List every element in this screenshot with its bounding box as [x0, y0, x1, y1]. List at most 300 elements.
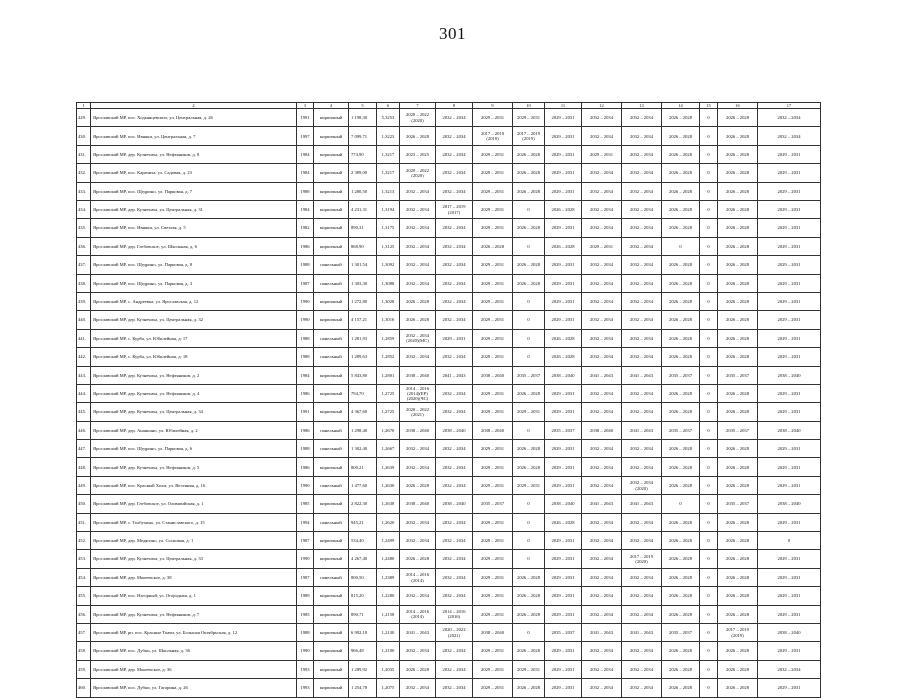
table-cell: Ярославский МР, дер. Ананьино, ул. Юбилейная, д. 2 — [91, 421, 297, 439]
table-cell: 2038 – 2040 — [473, 624, 513, 642]
table-cell: 534,40 — [349, 532, 377, 550]
table-cell: 2032 – 2034 — [622, 440, 662, 458]
table-cell: 2029 – 2031 — [758, 256, 821, 274]
table-cell: кирпичный — [314, 605, 349, 623]
table-row — [77, 109, 821, 127]
table-cell: 2026 – 2028 — [400, 660, 436, 678]
table-cell: 452. — [77, 532, 91, 550]
table-cell: 2038 – 2040 — [400, 366, 436, 384]
table-cell: 1986 — [297, 458, 314, 476]
table-body — [77, 109, 821, 698]
table-cell: 2032 – 2034 — [436, 660, 473, 678]
table-cell: 2032 – 2034 — [436, 384, 473, 402]
table-cell: 2026 – 2028 — [718, 311, 758, 329]
table-cell: 2029 – 2031 — [473, 550, 513, 568]
table-cell: 2029 – 2031 — [473, 679, 513, 697]
table-cell: 2026 – 2028 — [513, 679, 545, 697]
table-cell: 2032 – 2034 — [436, 109, 473, 127]
table-cell: 1,2620 — [377, 513, 400, 531]
table-row — [77, 348, 821, 366]
column-header-8: 8 — [436, 103, 473, 109]
table-cell: 1,2725 — [377, 384, 400, 402]
table-cell: 2026 – 2028 — [662, 109, 700, 127]
table-cell: 444. — [77, 384, 91, 402]
table-cell: Ярославский МР, пос. Дубки, ул. Школьная, д. 36 — [91, 642, 297, 660]
table-cell: 0 — [700, 495, 718, 513]
table-cell: 1989 — [297, 587, 314, 605]
table-cell: 2032 – 2034 — [400, 440, 436, 458]
table-cell: 2029 – 2031 — [758, 219, 821, 237]
table-cell: 2029 – 2031 — [758, 311, 821, 329]
table-cell: 1,2852 — [377, 348, 400, 366]
table-cell: 459. — [77, 660, 91, 678]
table-cell: 800,21 — [349, 458, 377, 476]
column-header-13: 13 — [622, 103, 662, 109]
table-cell: 2029 – 2031 — [473, 384, 513, 402]
table-cell: 4 231,31 — [349, 201, 377, 219]
table-cell: 435. — [77, 219, 91, 237]
table-cell: кирпичный — [314, 587, 349, 605]
table-cell: 2029 – 2031 — [545, 476, 582, 494]
table-cell: 0 — [700, 642, 718, 660]
table-cell: 0 — [700, 384, 718, 402]
table-cell: 2032 – 2034 — [436, 145, 473, 163]
table-cell: 2032 – 2034 — [622, 513, 662, 531]
table-cell: 2032 – 2034 — [622, 256, 662, 274]
table-cell: 2029 – 2031 — [545, 274, 582, 292]
table-cell: 0 — [700, 421, 718, 439]
page-number: 301 — [439, 24, 466, 43]
table-cell: 0 — [700, 256, 718, 274]
table-cell: 2032 – 2034 — [582, 274, 622, 292]
table-cell: 2029 – 2031 — [473, 256, 513, 274]
table-cell: кирпичный — [314, 219, 349, 237]
table-cell: 2029 – 2031 — [473, 403, 513, 421]
table-cell: 0 — [700, 145, 718, 163]
table-cell: 2026 – 2028 — [400, 476, 436, 494]
table-cell: 2032 – 2034 — [622, 164, 662, 182]
table-cell: 2026 – 2028 — [718, 458, 758, 476]
table-cell: 0 — [700, 476, 718, 494]
table-cell: 1991 — [297, 109, 314, 127]
table-cell: Ярославский МР, дер. Глебовское, ул. Школьная, д. 6 — [91, 237, 297, 255]
table-cell: кирпичный — [314, 532, 349, 550]
column-header-7: 7 — [400, 103, 436, 109]
table-cell: 1,2639 — [377, 458, 400, 476]
table-cell: 2029 – 2031 — [473, 219, 513, 237]
table-cell: 1987 — [297, 568, 314, 586]
table-cell: 2041 – 2043 — [622, 366, 662, 384]
table-cell: 2032 – 2034 — [400, 201, 436, 219]
table-cell: 1988 — [297, 348, 314, 366]
table-cell: 2032 – 2034 — [622, 182, 662, 200]
table-cell: 2032 – 2034 — [622, 403, 662, 421]
table-cell: 1,3175 — [377, 219, 400, 237]
table-cell: 0 — [513, 237, 545, 255]
table-cell: 2026 – 2028 — [662, 164, 700, 182]
table-cell: 2026 – 2028 — [545, 348, 582, 366]
table-cell: панельный — [314, 476, 349, 494]
table-cell: 1997 — [297, 127, 314, 145]
table-cell: 2026 – 2028 — [662, 256, 700, 274]
table-cell: 2 389,00 — [349, 164, 377, 182]
table-cell: 2026 – 2028 — [718, 164, 758, 182]
table-cell: кирпичный — [314, 201, 349, 219]
table-cell: 0 — [700, 329, 718, 347]
table-cell: 432. — [77, 164, 91, 182]
table-cell: 2029 – 2031 — [513, 403, 545, 421]
table-cell: 2032 – 2034 — [582, 348, 622, 366]
table-cell: 2032 – 2034 — [758, 127, 821, 145]
table-cell: 2029 – 2031 — [473, 182, 513, 200]
table-cell: Ярославский МР, дер. Кузнечиха, ул. Нефтяников, д. 7 — [91, 605, 297, 623]
table-cell: 2032 – 2034 — [582, 660, 622, 678]
table-cell: панельный — [314, 440, 349, 458]
table-cell: 0 — [662, 237, 700, 255]
table-cell: 2038 – 2040 — [473, 421, 513, 439]
table-cell: 2026 – 2028 — [662, 219, 700, 237]
table-cell: 2032 – 2034 — [758, 660, 821, 678]
table-cell: 0 — [700, 532, 718, 550]
table-cell: 2032 – 2034 — [436, 403, 473, 421]
table-cell: 1993 — [297, 679, 314, 697]
table-cell: Ярославский МР, пос. Щедрино, ул. Парковая, д. 8 — [91, 256, 297, 274]
table-cell: 2029 – 2031 — [473, 458, 513, 476]
table-cell: 441. — [77, 329, 91, 347]
table-cell: 2032 – 2034 — [622, 642, 662, 660]
table-cell: 2032 – 2034 — [400, 587, 436, 605]
table-cell: 0 — [700, 292, 718, 310]
table-cell: 2035 – 2037 — [662, 421, 700, 439]
table-cell: Ярославский МР, дер. Кузнечиха, ул. Нефтяников, д. 4 — [91, 384, 297, 402]
table-cell: 433. — [77, 182, 91, 200]
table-cell: 449. — [77, 476, 91, 494]
table-cell: 2029 – 2031 — [758, 274, 821, 292]
table-cell: 0 — [700, 679, 718, 697]
table-cell: 1988 — [297, 440, 314, 458]
table-cell: 458. — [77, 642, 91, 660]
table-cell: 2035 – 2037 — [662, 366, 700, 384]
table-cell: 4 367,60 — [349, 403, 377, 421]
table-cell: кирпичный — [314, 109, 349, 127]
table-cell: Ярославский МР, пос. Красный Холм, ул. Весенняя, д. 16 — [91, 476, 297, 494]
table-cell: Ярославский МР, рп. пос. Красные Ткачи, ул. Большая Октябрьская, д. 12 — [91, 624, 297, 642]
table-cell: 2032 – 2034 — [622, 145, 662, 163]
table-cell: 1 289,92 — [349, 660, 377, 678]
table-cell: 1984 — [297, 201, 314, 219]
table-cell: 2035 – 2037 — [473, 495, 513, 513]
table-cell: 445. — [77, 403, 91, 421]
table-row — [77, 513, 821, 531]
table-cell: 2026 – 2028 — [513, 256, 545, 274]
table-cell: 2032 – 2034 — [622, 660, 662, 678]
table-cell: 2032 – 2034 — [758, 109, 821, 127]
table-cell: 4 267,40 — [349, 550, 377, 568]
table-cell: 1985 — [297, 495, 314, 513]
table-cell: 2029 – 2031 — [582, 237, 622, 255]
table-cell: 2026 – 2028 — [718, 476, 758, 494]
table-cell: 434. — [77, 201, 91, 219]
table-cell: 2026 – 2028 — [718, 348, 758, 366]
table-cell: 437. — [77, 256, 91, 274]
table-cell: 2032 – 2034 — [582, 109, 622, 127]
table-row — [77, 164, 821, 182]
table-cell: Ярославский МР, с. Андреевка, ул. Ярославская, д. 12 — [91, 292, 297, 310]
table-cell: 2020 – 2022 (2021) — [400, 403, 436, 421]
table-cell: 2041 – 2043 — [582, 495, 622, 513]
column-header-6: 6 — [377, 103, 400, 109]
table-cell: 1 303,30 — [349, 274, 377, 292]
table-cell: Ярославский МР, с. Курба, ул. Юбилейная, д. 18 — [91, 348, 297, 366]
table-cell: 2032 – 2034 (2020) — [622, 476, 662, 494]
table-cell: 2029 – 2031 — [513, 109, 545, 127]
table-cell: 2032 – 2034 — [436, 587, 473, 605]
table-cell: 1 289,63 — [349, 348, 377, 366]
table-cell: 1,3194 — [377, 201, 400, 219]
table-cell: 1,2499 — [377, 532, 400, 550]
table-row — [77, 127, 821, 145]
table-cell: 2032 – 2034 — [622, 458, 662, 476]
table-cell: 6 992,10 — [349, 624, 377, 642]
table-cell: 2032 – 2034 — [582, 642, 622, 660]
table-cell: 2035 – 2037 — [545, 421, 582, 439]
table-cell: кирпичный — [314, 164, 349, 182]
table-cell: 2026 – 2028 — [662, 476, 700, 494]
table-cell: Ярославский МР, дер. Мокеевское, д. 36 — [91, 660, 297, 678]
table-cell: 1988 — [297, 256, 314, 274]
table-row — [77, 219, 821, 237]
table-cell: 2032 – 2034 — [622, 292, 662, 310]
table-cell: 2029 – 2031 — [758, 679, 821, 697]
table-cell: кирпичный — [314, 642, 349, 660]
table-row — [77, 440, 821, 458]
table-cell: 2029 – 2031 — [473, 201, 513, 219]
table-cell: 0 — [662, 495, 700, 513]
table-cell: 2029 – 2031 — [473, 274, 513, 292]
table-cell: 2017 – 2019 (2019) — [513, 127, 545, 145]
table-cell: 2029 – 2031 — [545, 256, 582, 274]
table-cell: 2032 – 2034 — [436, 237, 473, 255]
table-cell: 2029 – 2031 — [545, 182, 582, 200]
table-cell: 0 — [513, 292, 545, 310]
table-cell: 2029 – 2031 — [545, 219, 582, 237]
table-cell: 0 — [513, 513, 545, 531]
table-cell: 2017 – 2019 (2020) — [622, 550, 662, 568]
table-cell: 2032 – 2034 — [582, 329, 622, 347]
table-cell: 2029 – 2031 — [473, 145, 513, 163]
table-cell: 443. — [77, 366, 91, 384]
table-cell: 1 298,40 — [349, 421, 377, 439]
table-cell: 1988 — [297, 329, 314, 347]
table-cell: 1 272,80 — [349, 292, 377, 310]
table-cell: 1984 — [297, 164, 314, 182]
table-cell: 2029 – 2031 — [545, 403, 582, 421]
table-cell: кирпичный — [314, 182, 349, 200]
table-cell: 1982 — [297, 219, 314, 237]
table-cell: 460. — [77, 679, 91, 697]
table-cell: 2032 – 2034 — [400, 679, 436, 697]
table-cell: 2032 – 2034 — [582, 587, 622, 605]
table-cell: 2023 – 2025 — [400, 145, 436, 163]
table-cell: Ярославский МР, пос. Ивняки, ул. Светлая, д. 5 — [91, 219, 297, 237]
table-cell: 2029 – 2031 — [473, 476, 513, 494]
table-cell: 1,3217 — [377, 145, 400, 163]
table-cell: 1,3028 — [377, 292, 400, 310]
table-cell: 2032 – 2034 — [436, 348, 473, 366]
table-cell: 0 — [700, 440, 718, 458]
table-cell: 1,2670 — [377, 421, 400, 439]
table-cell: 2029 – 2031 — [473, 109, 513, 127]
table-cell: 1,2480 — [377, 550, 400, 568]
table-cell: 1,3217 — [377, 164, 400, 182]
table-cell: панельный — [314, 329, 349, 347]
table-cell: 1990 — [297, 476, 314, 494]
table-cell: 0 — [700, 550, 718, 568]
table-cell: 2029 – 2031 — [473, 311, 513, 329]
table-cell: 0 — [700, 311, 718, 329]
table-cell: 2038 – 2040 — [400, 421, 436, 439]
table-cell: 2026 – 2028 — [662, 440, 700, 458]
table-cell: 1,3092 — [377, 256, 400, 274]
table-cell: 2032 – 2034 — [582, 605, 622, 623]
table-cell: 815,20 — [349, 587, 377, 605]
table-cell: 2032 – 2034 — [400, 348, 436, 366]
table-cell: 2020 – 2022 (2021) — [436, 624, 473, 642]
table-cell: 966,48 — [349, 642, 377, 660]
table-cell: 439. — [77, 292, 91, 310]
table-row — [77, 403, 821, 421]
table-cell: 2032 – 2034 — [400, 642, 436, 660]
table-cell: 2029 – 2031 — [758, 513, 821, 531]
table-cell: кирпичный — [314, 127, 349, 145]
table-cell: 2032 – 2034 — [622, 311, 662, 329]
table-cell: 2026 – 2028 — [718, 256, 758, 274]
table-cell: 1986 — [297, 384, 314, 402]
table-cell: 2026 – 2028 — [513, 182, 545, 200]
table-cell: 2026 – 2028 — [718, 329, 758, 347]
table-cell: 2038 – 2040 — [545, 495, 582, 513]
table-cell: 2026 – 2028 — [718, 403, 758, 421]
table-cell: 2032 – 2034 — [582, 182, 622, 200]
table-row — [77, 660, 821, 678]
table-cell: 1994 — [297, 513, 314, 531]
table-cell: 0 — [700, 127, 718, 145]
table-cell: 1990 — [297, 642, 314, 660]
table-cell: 438. — [77, 274, 91, 292]
column-header-14: 14 — [662, 103, 700, 109]
table-cell: 2026 – 2028 — [662, 458, 700, 476]
table-cell: 0 — [700, 366, 718, 384]
table-cell: 2026 – 2028 — [662, 182, 700, 200]
table-row — [77, 366, 821, 384]
table-cell: 1,2725 — [377, 403, 400, 421]
table-cell: 453. — [77, 550, 91, 568]
table-cell: 455. — [77, 587, 91, 605]
table-cell: Ярославский МР, пос. Щедрино, ул. Парковая, д. 6 — [91, 440, 297, 458]
table-cell: 0 — [513, 348, 545, 366]
table-cell: 2026 – 2028 — [545, 329, 582, 347]
table-cell: 2032 – 2034 — [622, 348, 662, 366]
table-cell: 0 — [513, 421, 545, 439]
table-cell: 1,2035 — [377, 660, 400, 678]
table-cell: 2014 – 2016 (2014) — [400, 605, 436, 623]
table-cell: 2038 – 2040 — [758, 421, 821, 439]
table-cell: 1,3125 — [377, 237, 400, 255]
table-cell: 1987 — [297, 274, 314, 292]
column-header-10: 10 — [513, 103, 545, 109]
table-cell: 0 — [700, 605, 718, 623]
table-cell: 2032 – 2034 — [622, 219, 662, 237]
table-cell: 2026 – 2028 — [513, 642, 545, 660]
table-cell: 2041 – 2043 — [400, 624, 436, 642]
table-cell: 2032 – 2034 — [582, 440, 622, 458]
table-cell: Ярославский МР, пос. Дубки, ул. Гагарина, д. 26 — [91, 679, 297, 697]
table-cell: 2029 – 2031 — [545, 440, 582, 458]
table-row — [77, 201, 821, 219]
table-cell: 945,21 — [349, 513, 377, 531]
table-row — [77, 145, 821, 163]
table-cell: Ярославский МР, дер. Кузнечиха, ул. Центральная, д. 34 — [91, 403, 297, 421]
table-cell: 0 — [700, 164, 718, 182]
table-cell: кирпичный — [314, 384, 349, 402]
table-cell: 2029 – 2031 — [473, 587, 513, 605]
table-cell: 2029 – 2031 — [473, 348, 513, 366]
table-cell: Ярославский МР, дер. Кузнечиха, ул. Нефтяников, д. 2 — [91, 366, 297, 384]
table-cell: 2032 – 2034 — [582, 513, 622, 531]
table-cell: 2029 – 2031 — [758, 182, 821, 200]
table-cell: 2029 – 2031 — [758, 587, 821, 605]
table-cell: 0 — [700, 109, 718, 127]
table-cell: 2029 – 2031 — [473, 532, 513, 550]
table-cell: 0 — [700, 274, 718, 292]
table-cell: панельный — [314, 513, 349, 531]
table-cell: 2026 – 2028 — [513, 219, 545, 237]
table-cell: 2032 – 2034 — [582, 476, 622, 494]
table-cell: 2026 – 2028 — [662, 403, 700, 421]
table-row — [77, 476, 821, 494]
table-cell: 2032 – 2034 — [582, 127, 622, 145]
table-cell: 0 — [700, 568, 718, 586]
table-cell: 2026 – 2028 — [545, 513, 582, 531]
table-row — [77, 587, 821, 605]
table-cell: 2032 – 2034 — [582, 403, 622, 421]
table-cell: 2026 – 2028 — [718, 605, 758, 623]
column-header-9: 9 — [473, 103, 513, 109]
table-cell: 2032 – 2034 — [436, 568, 473, 586]
column-header-5: 5 — [349, 103, 377, 109]
table-cell: 2026 – 2028 — [545, 237, 582, 255]
table-cell: 2026 – 2028 — [662, 145, 700, 163]
housing-repair-table-container — [76, 102, 820, 698]
table-cell: 2029 – 2031 — [758, 384, 821, 402]
table-cell: кирпичный — [314, 624, 349, 642]
table-row — [77, 384, 821, 402]
table-row — [77, 256, 821, 274]
table-cell: 2026 – 2028 — [513, 145, 545, 163]
table-row — [77, 679, 821, 697]
table-cell: 2026 – 2028 — [662, 513, 700, 531]
table-row — [77, 642, 821, 660]
table-cell: 2035 – 2037 — [718, 421, 758, 439]
table-cell: кирпичный — [314, 403, 349, 421]
table-row — [77, 182, 821, 200]
table-cell: 2029 – 2031 — [545, 127, 582, 145]
table-cell: 2029 – 2031 — [758, 568, 821, 586]
column-header-1: 1 — [77, 103, 91, 109]
table-cell: 5 843,80 — [349, 366, 377, 384]
table-cell: 1990 — [297, 292, 314, 310]
table-cell: 2038 – 2040 — [545, 366, 582, 384]
